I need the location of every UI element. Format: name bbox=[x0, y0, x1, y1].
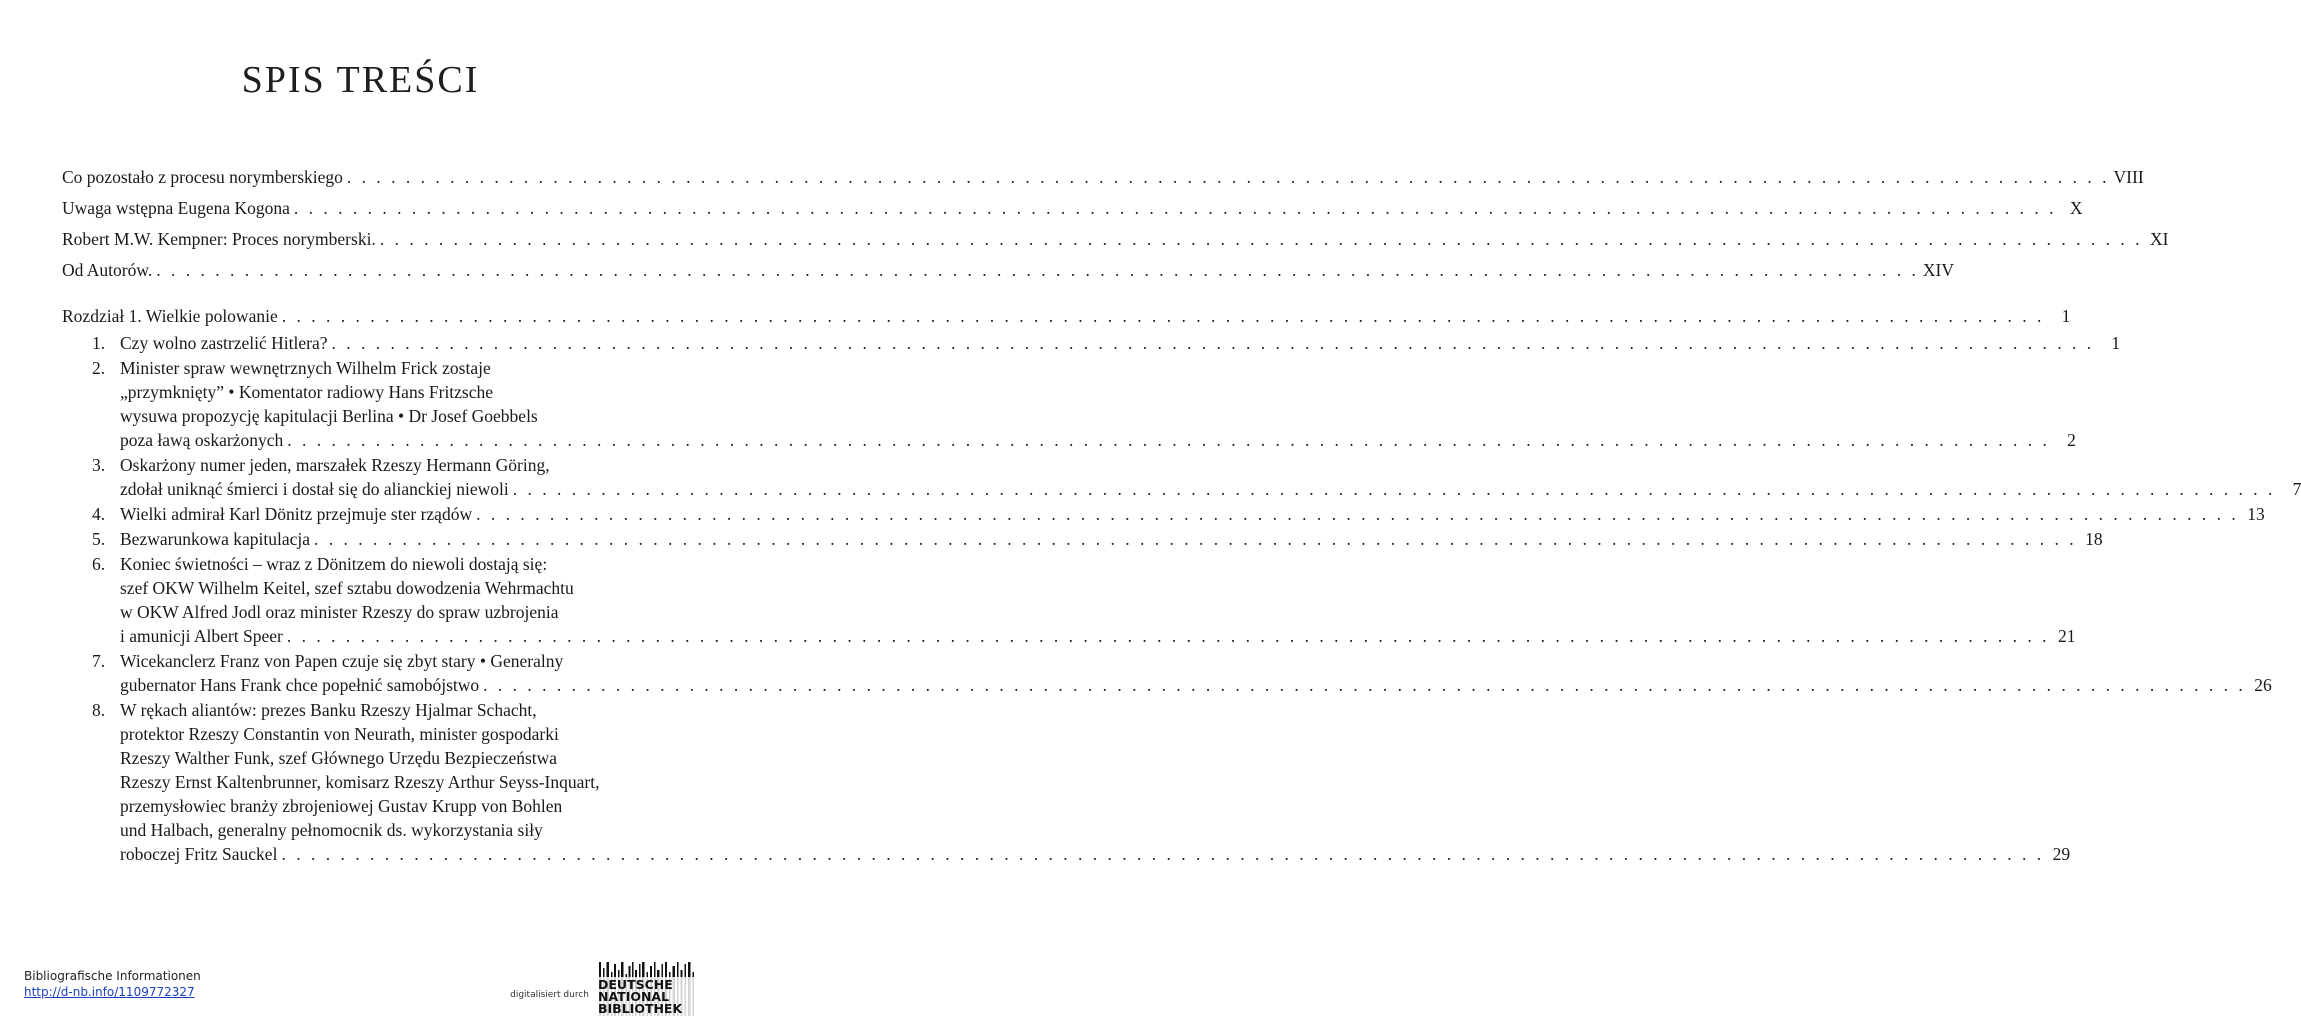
section-page: 2 bbox=[2067, 430, 2076, 450]
leader-dots: . . . . . . . . . . . . . . . . . . . . . . . . . . . . . . . . . . . . . . . . . . . . . . . . . . . . . . . . . . . . . . . . . . . . . . . . . . . . . . . . . . . . . . . . . . . . . . . . . . . . . . . . . . . . . . . . . . . . . . . . bbox=[314, 529, 2077, 549]
leader-dots: . . . . . . . . . . . . . . . . . . . . . . . . . . . . . . . . . . . . . . . . . . . . . . . . . . . . . . . . . . . . . . . . . . . . . . . . . . . . . . . . . . . . . . . . . . . . . . . . . . . . . . . . . . . . . . . . . . . . . . . . bbox=[293, 198, 2057, 218]
section-page: 18 bbox=[2085, 529, 2103, 549]
toc-entry-text: Od Autorów. bbox=[62, 260, 153, 280]
section-text-line: w OKW Alfred Jodl oraz minister Rzeszy do spraw uzbrojenia bbox=[120, 602, 559, 622]
toc-section-entry[interactable] bbox=[62, 356, 2076, 452]
section-text-line: roboczej Fritz Sauckel bbox=[120, 844, 278, 864]
section-text-line: poza ławą oskarżonych bbox=[120, 430, 284, 450]
logo-line: NATIONAL bbox=[598, 989, 670, 1004]
digitized-label: digitalisiert durch bbox=[510, 990, 589, 1000]
toc-entry-text: Robert M.W. Kempner: Proces norymberski. bbox=[62, 229, 376, 249]
toc-section-entry[interactable] bbox=[62, 649, 2272, 697]
toc-section-entry[interactable] bbox=[62, 502, 2265, 526]
toc-entry-page: XIV bbox=[1922, 260, 1954, 280]
section-page: 21 bbox=[2057, 626, 2076, 646]
section-text-line: szef OKW Wilhelm Keitel, szef sztabu dowodzenia Wehrmachtu bbox=[120, 578, 574, 598]
toc-entry-page: X bbox=[2069, 198, 2083, 218]
section-number: 1. bbox=[92, 333, 106, 353]
leader-dots: . . . . . . . . . . . . . . . . . . . . . . . . . . . . . . . . . . . . . . . . . . . . . . . . . . . . . . . . . . . . . . . . . . . . . . . . . . . . . . . . . . . . . . . . . . . . . . . . . . . . . . . . . . . . . . . . . . . . . . . . bbox=[286, 626, 2050, 646]
section-text-line: „przymknięty” • Komentator radiowy Hans Fritzsche bbox=[120, 382, 494, 402]
section-text-line: Wicekanclerz Franz von Papen czuje się zbyt stary • Generalny bbox=[120, 651, 564, 671]
section-number: 3. bbox=[92, 455, 106, 475]
logo-line: DEUTSCHE bbox=[598, 977, 673, 992]
chapter-heading-text: Rozdział 1. Wielkie polowanie bbox=[62, 306, 278, 326]
leader-dots: . . . . . . . . . . . . . . . . . . . . . . . . . . . . . . . . . . . . . . . . . . . . . . . . . . . . . . . . . . . . . . . . . . . . . . . . . . . . . . . . . . . . . . . . . . . . . . . . . . . . . . . . . . . . . . . . . . . . . . . . bbox=[281, 844, 2045, 864]
leader-dots: . . . . . . . . . . . . . . . . . . . . . . . . . . . . . . . . . . . . . . . . . . . . . . . . . . . . . . . . . . . . . . . . . . . . . . . . . . . . . . . . . . . . . . . . . . . . . . . . . . . . . . . . . . . . . . . . . . . . . . . . bbox=[331, 333, 2095, 353]
toc-section-entry[interactable] bbox=[62, 527, 2103, 551]
digitization-credit bbox=[499, 960, 699, 1018]
section-list bbox=[62, 331, 2301, 866]
section-text-line: Koniec świetności – wraz z Dönitzem do niewoli dostają się: bbox=[120, 554, 548, 574]
section-text-line: W rękach aliantów: prezes Banku Rzeszy Hjalmar Schacht, bbox=[120, 700, 537, 720]
section-number: 4. bbox=[92, 504, 106, 524]
toc-entry[interactable] bbox=[62, 165, 2144, 189]
section-number: 7. bbox=[92, 651, 106, 671]
toc-entry[interactable] bbox=[62, 258, 1954, 282]
toc-entry[interactable] bbox=[62, 227, 2169, 251]
leader-dots: . . . . . . . . . . . . . . . . . . . . . . . . . . . . . . . . . . . . . . . . . . . . . . . . . . . . . . . . . . . . . . . . . . . . . . . . . . . . . . . . . . . . . . . . . . . . . . . . . . . . . . . . . . . . . . . . . . . . . . . . bbox=[379, 229, 2143, 249]
section-text-line: wysuwa propozycję kapitulacji Berlina • Dr Josef Goebbels bbox=[120, 406, 538, 426]
section-page: 26 bbox=[2254, 675, 2272, 695]
leader-dots: . . . . . . . . . . . . . . . . . . . . . . . . . . . . . . . . . . . . . . . . . . . . . . . . . . . . . . . . . . . . . . . . . . . . . . . . . . . . . . . . . . . . . . . . . . . . . . . . . . . . . . . . . . . . . . . . . . . . . . . . bbox=[156, 260, 1919, 280]
toc-entry-page: XI bbox=[2149, 229, 2169, 249]
chapter-heading[interactable] bbox=[62, 304, 2071, 328]
toc-section-entry[interactable] bbox=[62, 453, 2301, 501]
toc-entry-page: VIII bbox=[2113, 167, 2144, 187]
chapter-list bbox=[62, 304, 2301, 867]
leader-dots: . . . . . . . . . . . . . . . . . . . . . . . . . . . . . . . . . . . . . . . . . . . . . . . . . . . . . . . . . . . . . . . . . . . . . . . . . . . . . . . . . . . . . . . . . . . . . . . . . . . . . . . . . . . . . . . . . . . . . . . . bbox=[483, 675, 2246, 695]
front-matter-list bbox=[62, 165, 2169, 289]
leader-dots: . . . . . . . . . . . . . . . . . . . . . . . . . . . . . . . . . . . . . . . . . . . . . . . . . . . . . . . . . . . . . . . . . . . . . . . . . . . . . . . . . . . . . . . . . . . . . . . . . . . . . . . . . . . . . . . . . . . . . . . . bbox=[287, 430, 2050, 450]
section-number: 5. bbox=[92, 529, 106, 549]
toc-section-entry[interactable] bbox=[62, 698, 2071, 866]
toc-entry-text: Co pozostało z procesu norymberskiego bbox=[62, 167, 343, 187]
section-page: 29 bbox=[2052, 844, 2071, 864]
section-text-line: i amunicji Albert Speer bbox=[120, 626, 283, 646]
bibliographic-label: Bibliografische Informationen bbox=[24, 969, 201, 983]
section-number: 2. bbox=[92, 358, 106, 378]
section-page: 13 bbox=[2247, 504, 2265, 524]
dnb-logo bbox=[597, 960, 699, 1018]
section-text-line: Oskarżony numer jeden, marszałek Rzeszy Hermann Göring, bbox=[120, 455, 550, 475]
section-number: 8. bbox=[92, 700, 106, 720]
section-text-line: protektor Rzeszy Constantin von Neurath, minister gospodarki bbox=[120, 724, 559, 744]
page-title: SPIS TREŚCI bbox=[241, 59, 480, 101]
toc-section-entry[interactable] bbox=[62, 552, 2076, 648]
chapter-heading-page: 1 bbox=[2061, 306, 2071, 326]
section-text-line: Minister spraw wewnętrznych Wilhelm Frick zostaje bbox=[120, 358, 491, 378]
section-text-line: zdołał uniknąć śmierci i dostał się do alianckiej niewoli bbox=[120, 479, 509, 499]
section-page: 7 bbox=[2292, 479, 2301, 499]
section-page: 1 bbox=[2111, 333, 2121, 353]
logo-line: BIBLIOTHEK bbox=[598, 1001, 683, 1016]
toc-entry-text: Uwaga wstępna Eugena Kogona bbox=[62, 198, 290, 218]
leader-dots: . . . . . . . . . . . . . . . . . . . . . . . . . . . . . . . . . . . . . . . . . . . . . . . . . . . . . . . . . . . . . . . . . . . . . . . . . . . . . . . . . . . . . . . . . . . . . . . . . . . . . . . . . . . . . . . . . . . . . . . . bbox=[512, 479, 2276, 499]
section-text-line: Rzeszy Ernst Kaltenbrunner, komisarz Rzeszy Arthur Seyss-Inquart, bbox=[120, 772, 600, 792]
leader-dots: . . . . . . . . . . . . . . . . . . . . . . . . . . . . . . . . . . . . . . . . . . . . . . . . . . . . . . . . . . . . . . . . . . . . . . . . . . . . . . . . . . . . . . . . . . . . . . . . . . . . . . . . . . . . . . . . . . . . . . . . bbox=[476, 504, 2239, 524]
section-text-line: und Halbach, generalny pełnomocnik ds. wykorzystania siły bbox=[120, 820, 543, 840]
section-text-line: Wielki admirał Karl Dönitz przejmuje ster rządów bbox=[120, 504, 473, 524]
bibliographic-link[interactable]: http://d-nb.info/1109772327 bbox=[24, 985, 195, 999]
leader-dots: . . . . . . . . . . . . . . . . . . . . . . . . . . . . . . . . . . . . . . . . . . . . . . . . . . . . . . . . . . . . . . . . . . . . . . . . . . . . . . . . . . . . . . . . . . . . . . . . . . . . . . . . . . . . . . . . . . . . . . . . bbox=[346, 167, 2110, 187]
section-text-line: przemysłowiec branży zbrojeniowej Gustav Krupp von Bohlen bbox=[120, 796, 563, 816]
section-text-line: Czy wolno zastrzelić Hitlera? bbox=[120, 333, 328, 353]
section-text-line: gubernator Hans Frank chce popełnić samobójstwo bbox=[120, 675, 480, 695]
toc-section-entry[interactable] bbox=[62, 331, 2121, 355]
section-text-line: Rzeszy Walther Funk, szef Głównego Urzędu Bezpieczeństwa bbox=[120, 748, 558, 768]
section-text-line: Bezwarunkowa kapitulacja bbox=[120, 529, 310, 549]
bibliographic-info bbox=[24, 968, 201, 1000]
section-number: 6. bbox=[92, 554, 106, 574]
leader-dots: . . . . . . . . . . . . . . . . . . . . . . . . . . . . . . . . . . . . . . . . . . . . . . . . . . . . . . . . . . . . . . . . . . . . . . . . . . . . . . . . . . . . . . . . . . . . . . . . . . . . . . . . . . . . . . . . . . . . . . . . bbox=[281, 306, 2045, 326]
toc-entry[interactable] bbox=[62, 196, 2083, 220]
